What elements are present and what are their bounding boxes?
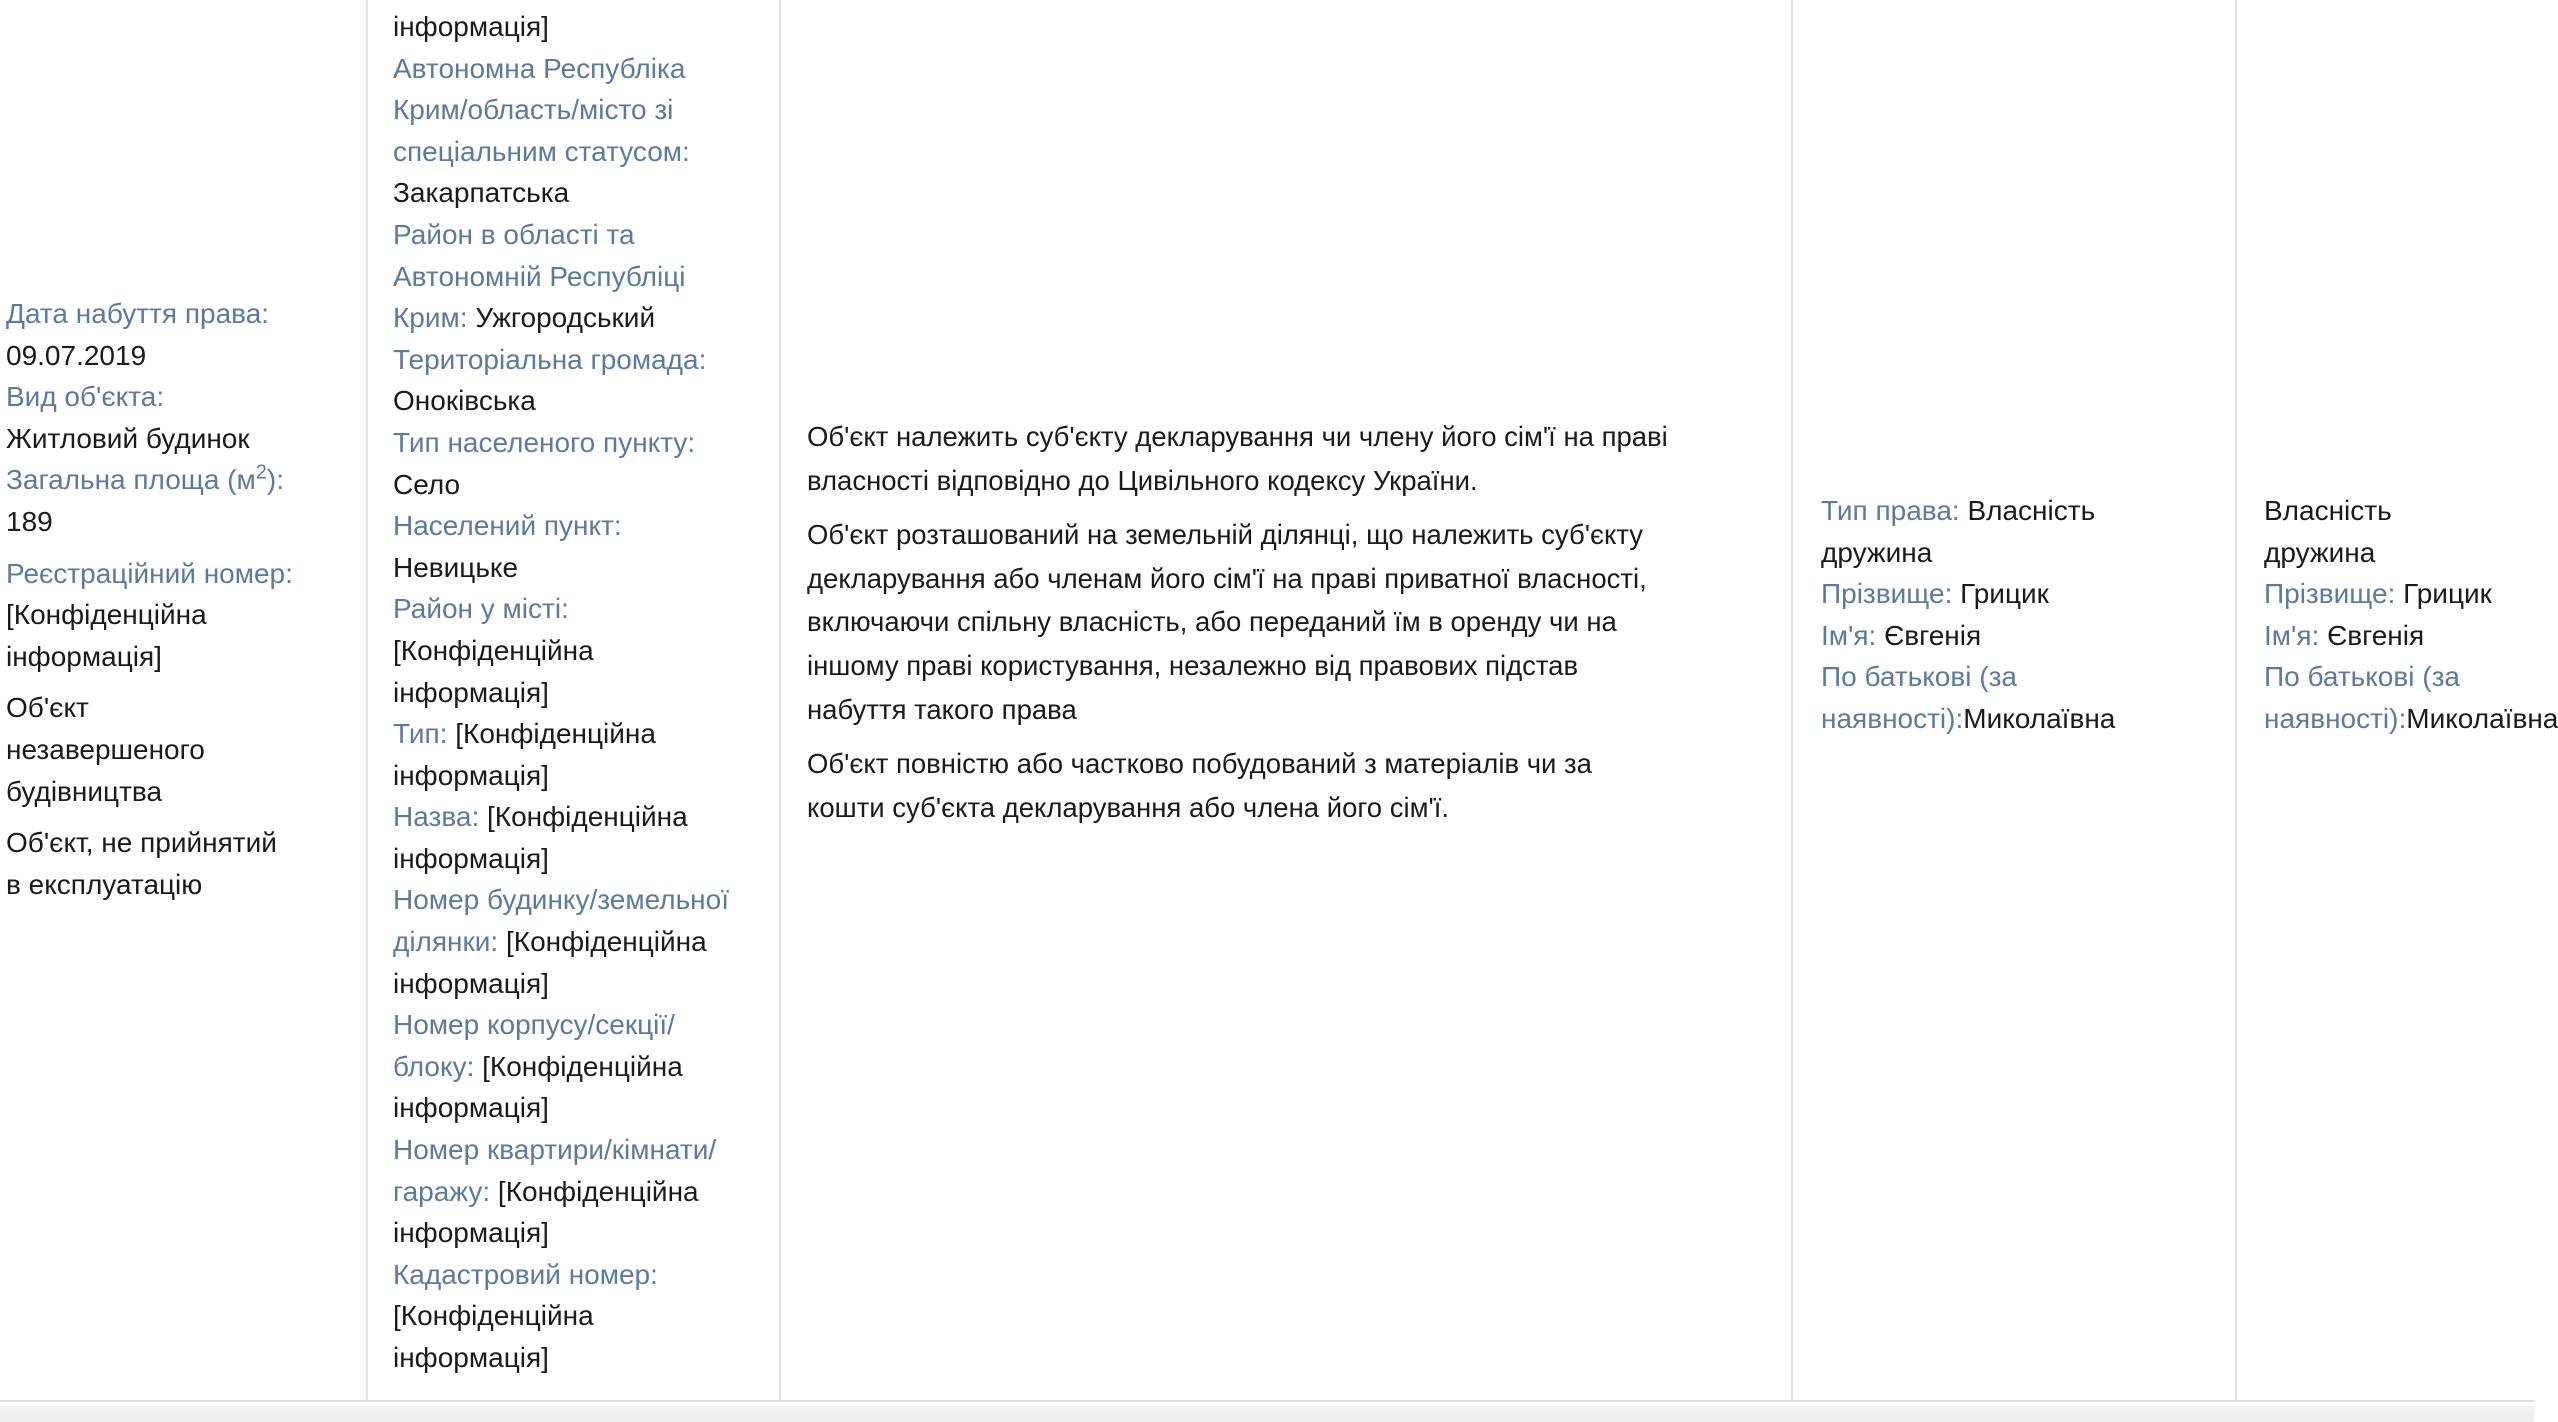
object-type-value: Житловий будинок bbox=[6, 422, 250, 454]
right-holder-cell bbox=[1821, 490, 2221, 740]
building-value-line1: [Конфіденційна bbox=[482, 1050, 683, 1082]
column-divider bbox=[779, 0, 781, 1402]
apartment-value-line1: [Конфіденційна bbox=[497, 1175, 699, 1207]
ownership-note-line1: Об'єкт належить суб'єкту декларування чи члену його сім'ї на праві bbox=[807, 421, 1668, 452]
ownership-note bbox=[807, 415, 1767, 502]
acquisition-date-label: Дата набуття права: bbox=[6, 298, 270, 329]
column-divider bbox=[366, 0, 368, 1402]
legal-notes-cell bbox=[807, 415, 1767, 840]
not-accepted-line2: в експлуатацію bbox=[6, 868, 203, 900]
cadastre-value-line1: [Конфіденційна bbox=[393, 1300, 594, 1332]
community-label: Територіальна громада: bbox=[393, 343, 707, 375]
street-name-label: Назва: bbox=[393, 801, 480, 833]
building-label-line1: Номер корпусу/секції/ bbox=[393, 1009, 675, 1041]
community-value: Оноківська bbox=[393, 385, 536, 417]
address-cell bbox=[393, 6, 773, 1379]
district-label-line2: Автономній Республіці bbox=[393, 260, 686, 292]
construction-note-line1: Об'єкт повністю або частково побудований з матеріалів чи за bbox=[807, 748, 1592, 780]
house-number-label-line1: Номер будинку/земельної bbox=[393, 884, 729, 916]
land-plot-note-line1: Об'єкт розташований на земельній ділянці, що належить суб'єкту bbox=[807, 519, 1643, 551]
district-label-line3: Крим: bbox=[393, 302, 468, 334]
surname-label: Прізвище: bbox=[1821, 578, 1953, 610]
patronymic-label-line1: По батькові (за bbox=[1821, 661, 2017, 693]
relation-value: дружина bbox=[1821, 536, 1933, 568]
registration-number-label: Реєстраційний номер: bbox=[6, 557, 293, 589]
first-name-value: Євгенія bbox=[1884, 619, 1982, 651]
unfinished-construction-flag bbox=[6, 687, 361, 812]
patronymic-value: Миколаївна bbox=[1963, 702, 2116, 734]
right-type-label: Тип права: bbox=[1821, 495, 1960, 526]
house-number-value-line2: інформація] bbox=[393, 967, 549, 999]
column-divider bbox=[1791, 0, 1793, 1402]
settlement-label: Населений пункт: bbox=[393, 510, 622, 542]
patronymic-label-line2: наявності): bbox=[1821, 702, 1964, 734]
relation-value: дружина bbox=[2264, 536, 2376, 568]
surname-value: Грицик bbox=[2403, 578, 2492, 610]
registration-number-value-line2: інформація] bbox=[6, 640, 162, 672]
settlement-value: Невицьке bbox=[393, 551, 519, 583]
district-value: Ужгородський bbox=[475, 302, 656, 334]
not-accepted-line1: Об'єкт, не прийнятий bbox=[6, 827, 277, 859]
apartment-label-line1: Номер квартири/кімнати/ bbox=[393, 1134, 717, 1166]
region-label-line2: Крим/область/місто зі bbox=[393, 94, 674, 126]
building-label-line2: блоку: bbox=[393, 1050, 475, 1082]
street-name-value-line1: [Конфіденційна bbox=[487, 801, 688, 833]
patronymic-value: Миколаївна bbox=[2406, 702, 2558, 734]
land-plot-note-line2: декларування або членам його сім'ї на праві приватної власності, bbox=[807, 562, 1647, 594]
total-area-label-text: Загальна площа (м bbox=[6, 464, 256, 496]
apartment-value-line2: інформація] bbox=[393, 1217, 549, 1249]
acquisition-date-value: 09.07.2019 bbox=[6, 339, 147, 371]
cadastre-value-line2: інформація] bbox=[393, 1342, 549, 1373]
district-label-line1: Район в області та bbox=[393, 218, 635, 250]
street-type-label: Тип: bbox=[393, 718, 448, 750]
object-info-cell bbox=[6, 293, 361, 905]
settlement-type-label: Тип населеного пункту: bbox=[393, 426, 696, 458]
table-bottom-border bbox=[0, 1400, 2534, 1402]
region-value: Закарпатська bbox=[393, 177, 570, 209]
surname-label: Прізвище: bbox=[2264, 578, 2396, 610]
total-area-label bbox=[6, 464, 284, 495]
region-label-line1: Автономна Республіка bbox=[393, 52, 686, 84]
ownership-note-line2: власності відповідно до Цивільного кодексу України. bbox=[807, 464, 1478, 496]
house-number-value-line1: [Конфіденційна bbox=[505, 926, 707, 958]
region-label-line3: спеціальним статусом: bbox=[393, 135, 690, 167]
previous-value-tail: інформація] bbox=[393, 11, 549, 42]
first-name-label: Ім'я: bbox=[1821, 619, 1877, 651]
unfinished-line2: незавершеного bbox=[6, 733, 205, 765]
right-holder-cell-secondary bbox=[2264, 490, 2558, 740]
settlement-type-value: Село bbox=[393, 468, 461, 500]
patronymic-label-line2: наявності): bbox=[2264, 702, 2407, 734]
surname-value: Грицик bbox=[1960, 578, 2049, 610]
land-plot-note bbox=[807, 513, 1767, 731]
right-type-value: Власність bbox=[2264, 495, 2392, 526]
total-area-value: 189 bbox=[6, 505, 53, 537]
land-plot-note-line3: включаючи спільну власність, або переданий їм в оренду чи на bbox=[807, 606, 1617, 638]
building-value-line2: інформація] bbox=[393, 1092, 549, 1124]
total-area-label-sup: 2 bbox=[255, 462, 267, 485]
first-name-label: Ім'я: bbox=[2264, 619, 2320, 651]
patronymic-label-line1: По батькові (за bbox=[2264, 661, 2460, 693]
street-name-value-line2: інформація] bbox=[393, 842, 549, 874]
city-district-value-line2: інформація] bbox=[393, 676, 549, 708]
land-plot-note-line4: іншому праві користування, незалежно від правових підстав bbox=[807, 649, 1579, 681]
land-plot-note-line5: набуття такого права bbox=[807, 693, 1077, 725]
city-district-value-line1: [Конфіденційна bbox=[393, 634, 594, 666]
first-name-value: Євгенія bbox=[2327, 619, 2425, 651]
unfinished-line3: будівництва bbox=[6, 775, 163, 807]
street-type-value-line1: [Конфіденційна bbox=[455, 718, 656, 750]
apartment-label-line2: гаражу: bbox=[393, 1175, 491, 1207]
city-district-label: Район у місті: bbox=[393, 593, 569, 625]
not-accepted-flag bbox=[6, 822, 361, 905]
construction-note-line2: кошти суб'єкта декларування або члена його сім'ї. bbox=[807, 791, 1450, 823]
column-divider bbox=[2235, 0, 2237, 1402]
house-number-label-line2: ділянки: bbox=[393, 926, 499, 958]
cadastre-label: Кадастровий номер: bbox=[393, 1258, 658, 1290]
object-type-label: Вид об'єкта: bbox=[6, 381, 165, 413]
construction-note bbox=[807, 742, 1767, 829]
registration-number-value-line1: [Конфіденційна bbox=[6, 599, 207, 631]
right-type-value: Власність bbox=[1967, 495, 2096, 526]
total-area-label-end: ): bbox=[266, 464, 284, 496]
street-type-value-line2: інформація] bbox=[393, 759, 549, 791]
page-bottom-edge bbox=[0, 1406, 2534, 1422]
unfinished-line1: Об'єкт bbox=[6, 692, 89, 724]
